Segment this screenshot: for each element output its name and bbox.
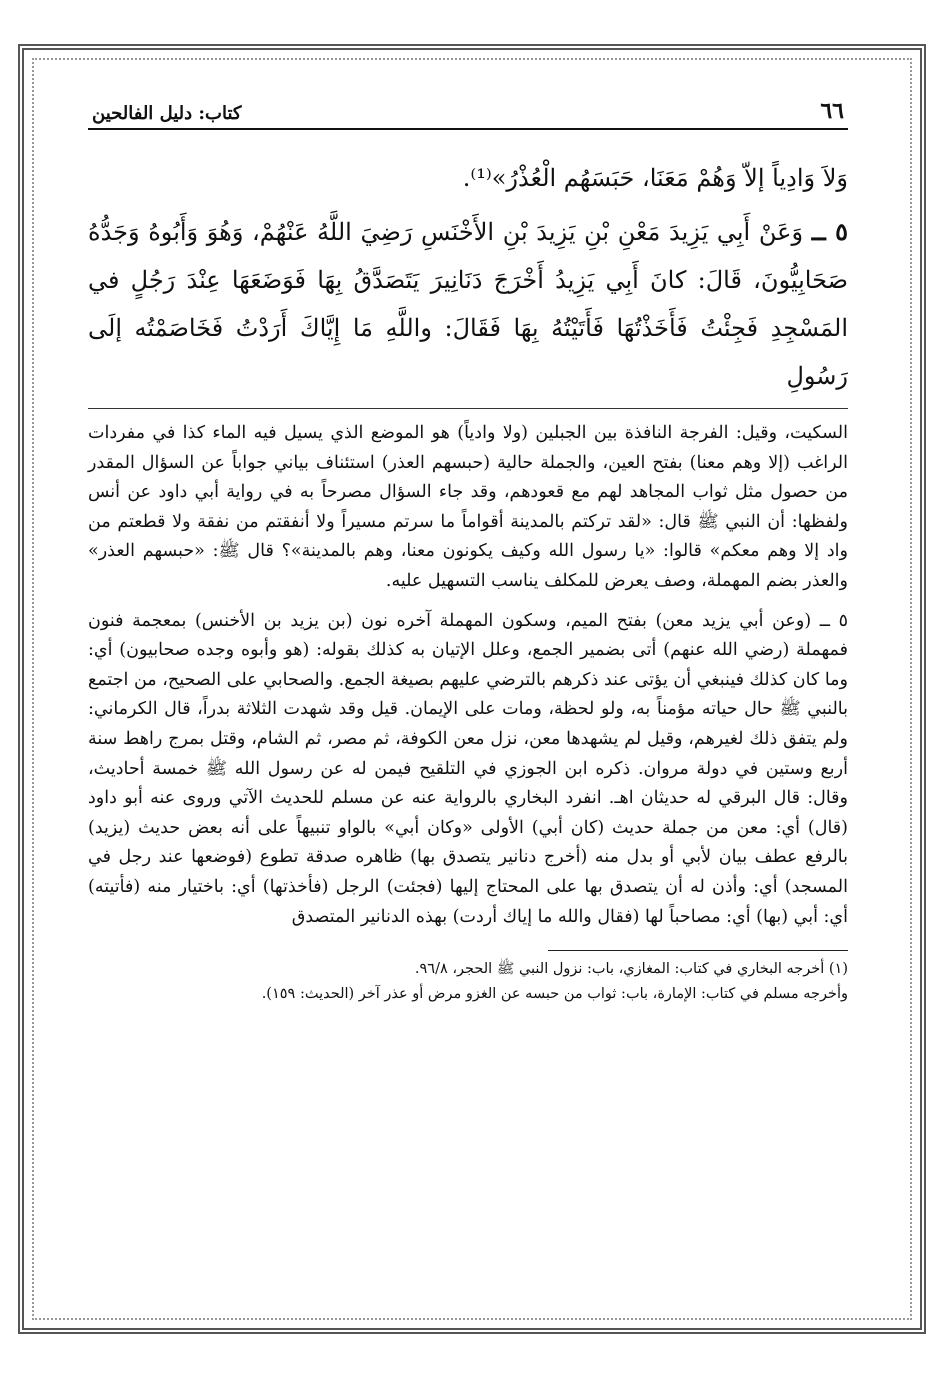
commentary-block <box>88 419 848 932</box>
commentary-paragraph: السكيت، وقيل: الفرجة النافذة بين الجبلين (ولا وادياً) هو الموضع الذي يسيل فيه الماء كذا في مفردات الراغب (إلا وهم معنا) بفتح العين، والجملة حالية (حبسهم العذر) استئناف بياني جواباً عن السؤال المقدر من حصول مثل ثواب المجاهد لهم مع قعودهم، وقد جاء السؤال مصرحاً به في رواية أبي داود عن أنس ولفظها: أن النبي ﷺ قال: «لقد تركتم بالمدينة أقواماً ما سرتم مسيراً ولا أنفقتم من نفقة ولا قطعتم من واد إلا وهم معكم» قالوا: «يا رسول الله وكيف يكونون معنا، وهم بالمدينة»؟ قال ﷺ: «حبسهم العذر» والعذر بضم المهملة، وصف يعرض للمكلف يناسب التسهيل عليه. <box>88 423 848 591</box>
footnote-1-continued: وأخرجه مسلم في كتاب: الإمارة، باب: ثواب من حبسه عن الغزو مرض أو عذر آخر (الحديث: ١٥٩). <box>261 986 848 1003</box>
footnote-1: (١) أخرجه البخاري في كتاب: المغازي، باب: نزول النبي ﷺ الحجر، ٩٦/٨. <box>414 961 848 978</box>
hadith-5-text: وَعَنْ أَبِي يَزِيدَ مَعْنِ بْنِ يَزِيدَ بْنِ الأَخْنَسِ رَضِيَ اللَّهُ عَنْهُمْ، وَهُوَ وَأَبُوهُ وَجَدُّهُ صَحَابِيُّونَ، قَالَ: كانَ أَبِي يَزِيدُ أَخْرَجَ دَنَانِيرَ يَتَصَدَّقُ بِهَا فَوَضَعَهَا عِنْدَ رَجُلٍ في المَسْجِدِ فَجِئْتُ فَأَخَذْتُهَا فَأَتَيْتُهُ بِهَا فَقَالَ: واللَّهِ مَا إِيَّاكَ أَرَدْتُ فَخَاصَمْتُه إلَى رَسُولِ <box>88 218 848 390</box>
page-number: ٦٦ <box>820 98 844 124</box>
book-page <box>88 92 848 1302</box>
hadith-continuation: وَلاَ وَادِياً إلاّ وَهُمْ مَعَنَا، حَبَسَهُم الْعُذْرُ»⁽¹⁾. <box>462 164 848 192</box>
footnote-divider <box>548 950 848 951</box>
book-title: كتاب: دليل الفالحين <box>92 103 242 124</box>
hadith-text-block <box>88 154 848 400</box>
hadith-5 <box>88 208 848 400</box>
divider <box>88 408 848 409</box>
footnotes <box>88 957 848 1007</box>
hadith-number: ٥ ــ <box>811 217 848 246</box>
commentary-paragraph: ٥ ــ (وعن أبي يزيد معن) بفتح الميم، وسكون المهملة آخره نون (بن يزيد بن الأخنس) بمعجمة فنون فمهملة (رضي الله عنهم) أتى بضمير الجمع، وعلل الإتيان به كذلك بقوله: (هو وأبوه وجده صحابيون) أي: وما كان كذلك فينبغي أن يؤتى عند ذكرهم بالترضي عليهم بصيغة الجمع. والصحابي على الصحيح، من اجتمع بالنبي ﷺ حال حياته مؤمناً به، ولو لحظة، ومات على الإيمان. قيل وقد شهدت الثلاثة بدراً، قال الكرماني: ولم يتفق ذلك لغيرهم، وقيل لم يشهدها معن، نزل معن الكوفة، ثم مصر، ثم الشام، وقتل بمرج راهط سنة أربع وستين في دولة مروان. ذكره ابن الجوزي في التلقيح فيمن له عن رسول الله ﷺ خمسة أحاديث، وقال: قال البرقي له حديثان اهـ. انفرد البخاري بالرواية عنه عن مسلم للحديث الآتي وروى عنه أبو داود (قال) أي: معن من جملة حديث (كان أبي) الأولى «وكان أبي» بالواو تنبيهاً على أنه بعض حديث (يزيد) بالرفع عطف بيان لأبي أو بدل منه (أخرج دنانير يتصدق بها) ظاهره صدقة تطوع (فوضعها عند رجل في المسجد) أي: وأذن له أن يتصدق بها على المحتاج إليها (فجئت) الرجل (فأخذتها) أي: باختيار منه (فأتيته) أي: أبي (بها) أي: مصاحباً لها (فقال والله ما إياك أردت) بهذه الدنانير المتصدق <box>88 610 848 927</box>
running-header <box>88 92 848 130</box>
